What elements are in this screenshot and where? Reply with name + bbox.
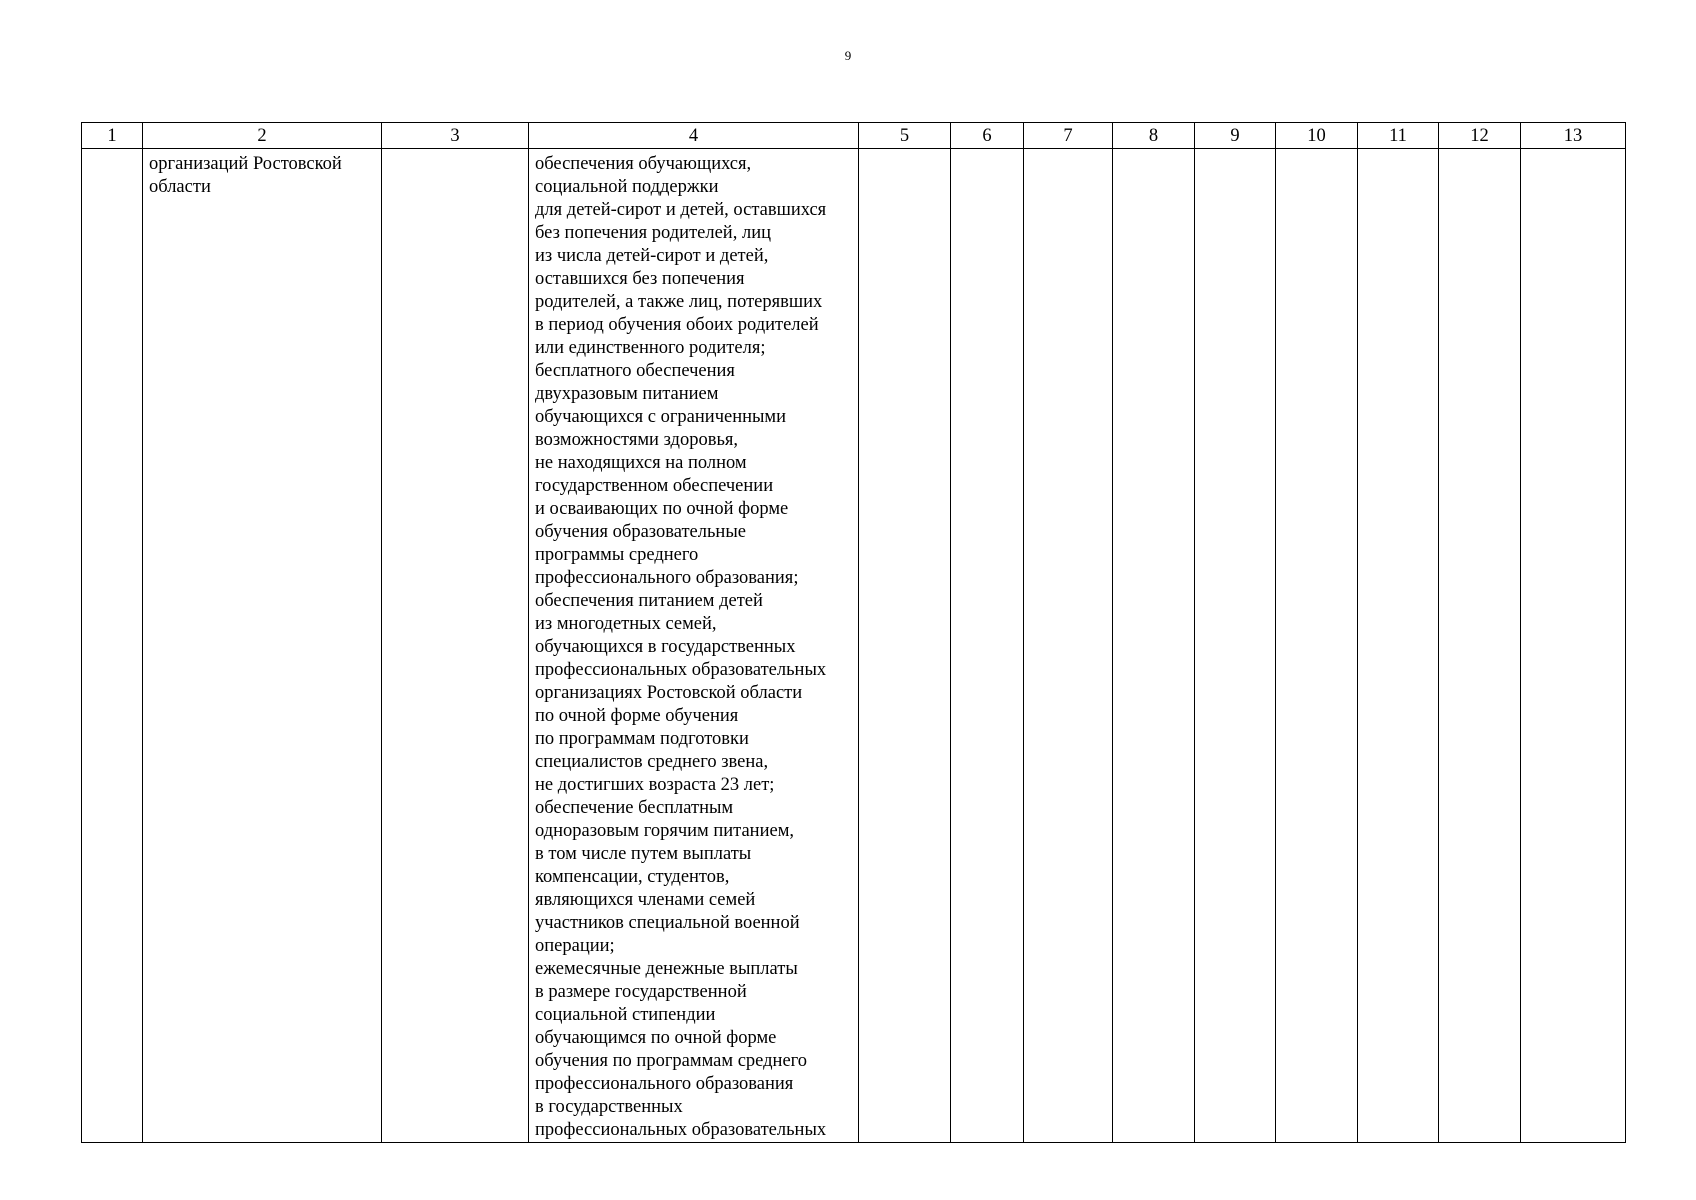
cell-col-10 [1276, 149, 1358, 1143]
text-line: обучающихся в государственных [535, 637, 796, 657]
text-line: обеспечение бесплатным [535, 798, 734, 818]
text-line: ежемесячные денежные выплаты [535, 959, 798, 979]
text-line: одноразовым горячим питанием, [535, 821, 795, 841]
text-line: родителей, а также лиц, потерявших [535, 292, 823, 312]
text-line: организаций Ростовской [149, 154, 342, 174]
cell-col-9 [1195, 149, 1276, 1143]
column-number-8: 8 [1113, 123, 1195, 149]
text-line: операции; [535, 936, 615, 956]
table-row [82, 149, 1626, 1143]
text-line: без попечения родителей, лиц [535, 223, 771, 243]
text-line: участников специальной военной [535, 913, 800, 933]
text-line: для детей-сирот и детей, оставшихся [535, 200, 827, 220]
text-line: обеспечения питанием детей [535, 591, 763, 611]
cell-col-5 [859, 149, 951, 1143]
cell-col-6 [951, 149, 1024, 1143]
cell-col-1 [82, 149, 143, 1143]
text-line: или единственного родителя; [535, 338, 766, 358]
text-line: в период обучения обоих родителей [535, 315, 819, 335]
text-line: двухразовым питанием [535, 384, 719, 404]
cell-col-3 [382, 149, 529, 1143]
column-number-7: 7 [1024, 123, 1113, 149]
text-line: профессионального образования; [535, 568, 799, 588]
text-line: обучения образовательные [535, 522, 746, 542]
text-line: профессионального образования [535, 1074, 794, 1094]
text-line: бесплатного обеспечения [535, 361, 735, 381]
text-line: обучающимся по очной форме [535, 1028, 777, 1048]
text-line: из многодетных семей, [535, 614, 717, 634]
text-line: в том числе путем выплаты [535, 844, 752, 864]
budget-table [81, 122, 1626, 1143]
text-line: профессиональных образовательных [535, 1120, 827, 1140]
cell-col-8 [1113, 149, 1195, 1143]
text-line: из числа детей-сирот и детей, [535, 246, 769, 266]
column-number-2: 2 [143, 123, 382, 149]
column-number-13: 13 [1521, 123, 1626, 149]
column-number-1: 1 [82, 123, 143, 149]
text-line: не достигших возраста 23 лет; [535, 775, 775, 795]
text-line: специалистов среднего звена, [535, 752, 769, 772]
text-line: и осваивающих по очной форме [535, 499, 789, 519]
text-line: обучающихся с ограниченными [535, 407, 787, 427]
text-line: социальной поддержки [535, 177, 719, 197]
cell-col-7 [1024, 149, 1113, 1143]
text-line: возможностями здоровья, [535, 430, 739, 450]
text-line: не находящихся на полном [535, 453, 747, 473]
column-number-6: 6 [951, 123, 1024, 149]
column-number-12: 12 [1439, 123, 1521, 149]
text-line: компенсации, студентов, [535, 867, 730, 887]
text-line: в размере государственной [535, 982, 747, 1002]
cell-col-13 [1521, 149, 1626, 1143]
page-number: 9 [844, 48, 852, 63]
column-number-11: 11 [1358, 123, 1439, 149]
cell-col-11 [1358, 149, 1439, 1143]
text-line: области [149, 177, 211, 197]
column-number-10: 10 [1276, 123, 1358, 149]
text-line: социальной стипендии [535, 1005, 716, 1025]
text-line: профессиональных образовательных [535, 660, 827, 680]
text-line: государственном обеспечении [535, 476, 774, 496]
text-line: обучения по программам среднего [535, 1051, 808, 1071]
text-line: обеспечения обучающихся, [535, 154, 752, 174]
text-line: по очной форме обучения [535, 706, 739, 726]
column-number-row [82, 123, 1626, 149]
column-number-4: 4 [529, 123, 859, 149]
text-line: в государственных [535, 1097, 683, 1117]
text-line: программы среднего [535, 545, 699, 565]
organization-name-text [143, 149, 381, 199]
column-number-5: 5 [859, 123, 951, 149]
text-line: по программам подготовки [535, 729, 749, 749]
measure-description-text [529, 149, 858, 1142]
text-line: оставшихся без попечения [535, 269, 745, 289]
cell-col-4 [529, 149, 859, 1143]
cell-col-12 [1439, 149, 1521, 1143]
text-line: являющихся членами семей [535, 890, 756, 910]
cell-col-2 [143, 149, 382, 1143]
column-number-3: 3 [382, 123, 529, 149]
column-number-9: 9 [1195, 123, 1276, 149]
text-line: организациях Ростовской области [535, 683, 803, 703]
